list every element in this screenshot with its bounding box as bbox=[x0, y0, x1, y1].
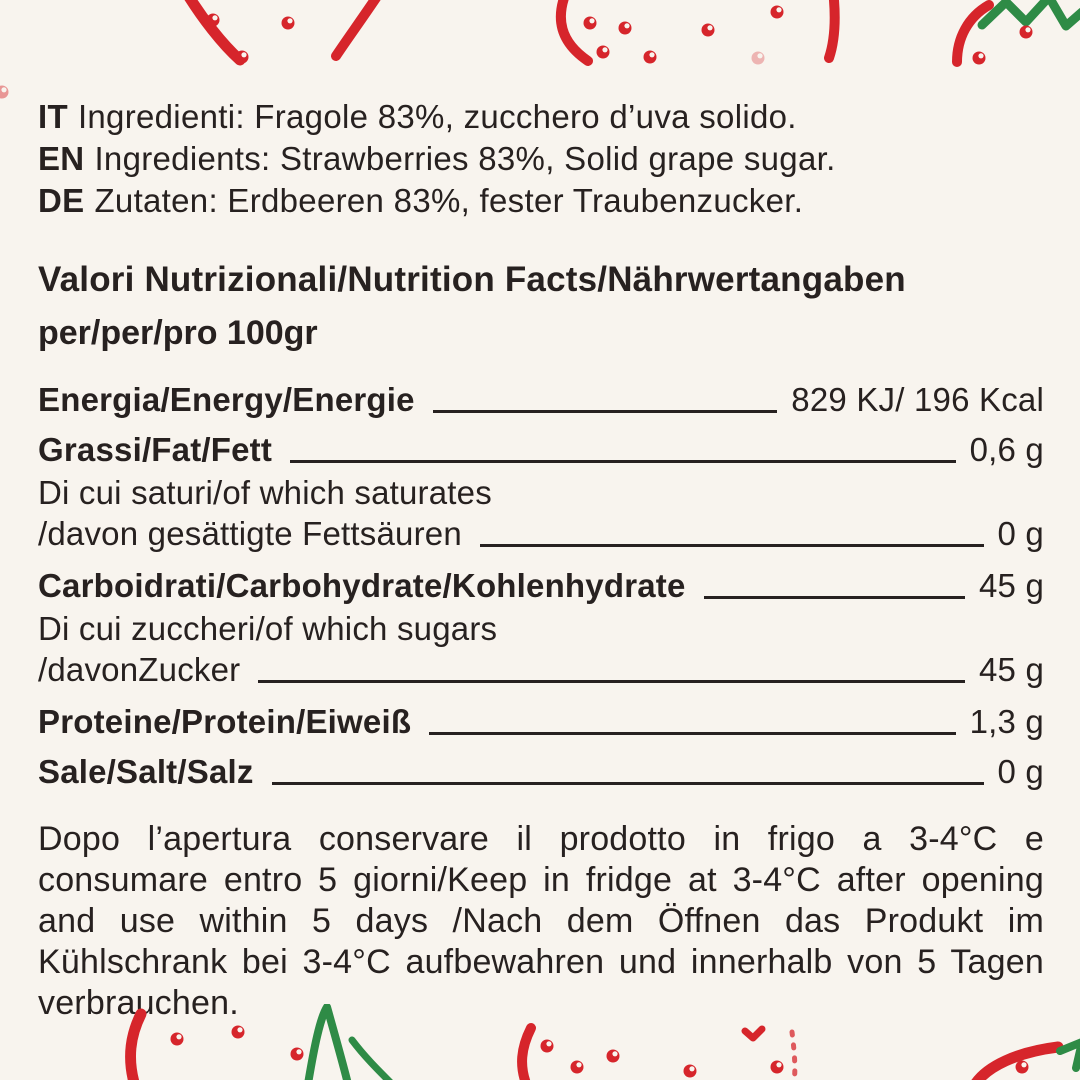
storage-instructions: Dopo l’apertura conservare il prodotto in frigo a 3-4°C e consumare entro 5 giorni/Keep in fridge at 3-4°C after opening and use within 5 days /Nach dem Öffnen das Produkt im Kühlschrank bei 3-4°C aufbewahren und innerhalb von 5 Tagen verbrauchen. bbox=[38, 820, 1044, 1022]
strawberry-seed bbox=[607, 1050, 620, 1063]
storage-section bbox=[38, 819, 1044, 1024]
leader-line bbox=[433, 410, 778, 413]
nutrient-label: Energia/Energy/Energie bbox=[38, 381, 415, 418]
strawberry-seed bbox=[684, 1065, 697, 1078]
nutrition-row-saturates bbox=[38, 513, 1044, 555]
language-code: DE bbox=[38, 182, 85, 219]
nutrition-row-fat bbox=[38, 429, 1044, 471]
nutrition-row-energy bbox=[38, 379, 1044, 421]
nutrition-subrow-saturates-line1 bbox=[38, 473, 1044, 513]
ingredients-line-en bbox=[38, 138, 1044, 180]
strawberry-seed bbox=[171, 1033, 184, 1046]
ingredients-text: Ingredienti: Fragole 83%, zucchero d’uva solido. bbox=[77, 98, 797, 135]
leader-line bbox=[480, 544, 984, 547]
nutrient-value: 829 KJ/ 196 Kcal bbox=[791, 381, 1044, 418]
language-code: EN bbox=[38, 140, 85, 177]
nutrition-row-salt bbox=[38, 751, 1044, 793]
nutrient-label: /davon gesättigte Fettsäuren bbox=[38, 515, 462, 552]
strawberry-leaf bbox=[352, 1040, 392, 1080]
nutrient-label: Proteine/Protein/Eiweiß bbox=[38, 703, 412, 740]
strawberry-seed bbox=[1016, 1061, 1029, 1074]
nutrition-title: Valori Nutrizionali/Nutrition Facts/Nährwertangaben bbox=[38, 260, 906, 299]
leader-line bbox=[429, 732, 955, 735]
ingredients-section bbox=[38, 96, 1044, 222]
strawberry-seed bbox=[745, 1029, 762, 1038]
nutrition-table bbox=[38, 379, 1044, 793]
strawberry-leaf bbox=[1060, 1042, 1080, 1068]
nutrition-row-protein bbox=[38, 701, 1044, 743]
ingredients-text: Ingredients: Strawberries 83%, Solid grape sugar. bbox=[94, 140, 836, 177]
strawberry-seed bbox=[232, 1026, 245, 1039]
nutrition-subrow-sugars-line1 bbox=[38, 609, 1044, 649]
nutrient-value: 0 g bbox=[997, 753, 1044, 790]
nutrient-label: Di cui saturi/of which saturates bbox=[38, 474, 492, 511]
nutrient-label: Carboidrati/Carbohydrate/Kohlenhydrate bbox=[38, 567, 686, 604]
nutrition-section bbox=[38, 260, 1044, 793]
leader-line bbox=[290, 460, 956, 463]
nutrient-value: 0,6 g bbox=[969, 431, 1044, 468]
nutrient-value: 45 g bbox=[978, 651, 1044, 688]
nutrient-value: 0 g bbox=[997, 515, 1044, 552]
leader-line bbox=[258, 680, 965, 683]
strawberry-outline bbox=[522, 1028, 531, 1080]
ingredients-text: Zutaten: Erdbeeren 83%, fester Traubenzucker. bbox=[94, 182, 804, 219]
nutrition-serving-size: per/per/pro 100gr bbox=[38, 314, 318, 352]
strawberry-seed bbox=[291, 1048, 304, 1061]
ingredients-line-de bbox=[38, 180, 1044, 222]
ingredients-line-it bbox=[38, 96, 1044, 138]
nutrition-row-carbohydrate bbox=[38, 565, 1044, 607]
strawberry-outline bbox=[974, 1047, 1058, 1080]
nutrient-label: Sale/Salt/Salz bbox=[38, 753, 254, 790]
strawberry-seed bbox=[571, 1061, 584, 1074]
nutrition-row-sugars bbox=[38, 649, 1044, 691]
nutrient-label: Di cui zuccheri/of which sugars bbox=[38, 610, 498, 647]
nutrient-label: /davonZucker bbox=[38, 651, 241, 688]
nutrient-value: 45 g bbox=[978, 567, 1044, 604]
strawberry-outline bbox=[792, 1032, 795, 1080]
language-code: IT bbox=[38, 98, 68, 135]
leader-line bbox=[704, 596, 965, 599]
nutrient-label: Grassi/Fat/Fett bbox=[38, 431, 273, 468]
nutrient-value: 1,3 g bbox=[969, 703, 1044, 740]
strawberry-seed bbox=[541, 1040, 554, 1053]
leader-line bbox=[272, 782, 984, 785]
strawberry-seed bbox=[771, 1061, 784, 1074]
